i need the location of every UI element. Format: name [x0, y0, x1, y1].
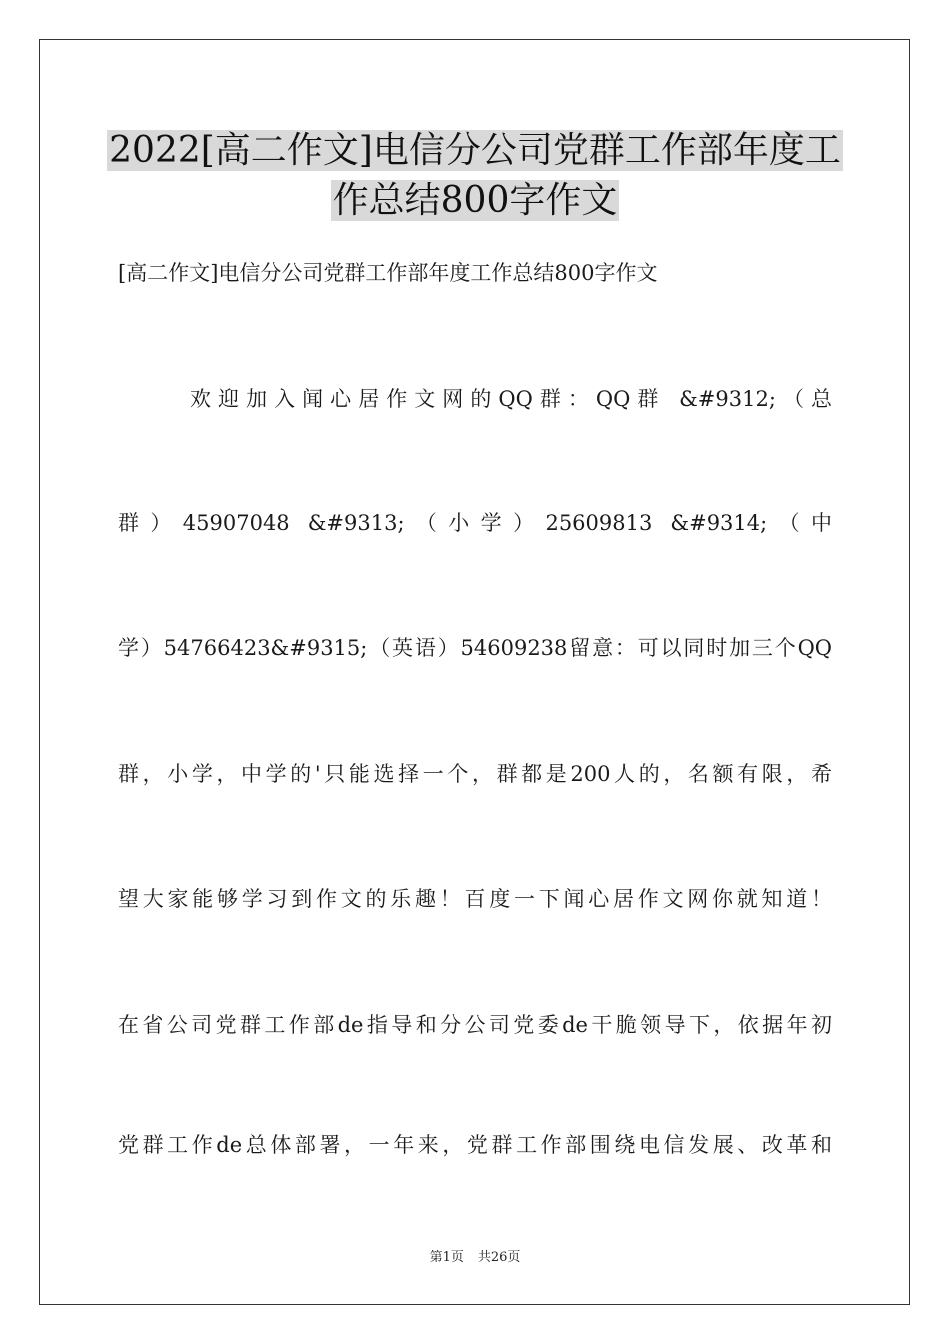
body-line-2: 群）45907048 &#9313;（小学）25609813 &#9314;（中 — [118, 511, 832, 535]
body-line-4: 群，小学，中学的'只能选择一个，群都是200人的，名额有限，希 — [118, 762, 832, 786]
page-total: 共26页 — [477, 1250, 521, 1265]
page-footer — [0, 1246, 950, 1265]
body-line-3: 学）54766423&#9315;（英语）54609238留意：可以同时加三个QQ — [118, 636, 832, 660]
body-line-6: 在省公司党群工作部de指导和分公司党委de干脆领导下，依据年初 — [118, 1013, 832, 1037]
page-number: 第1页 — [429, 1250, 464, 1265]
body-line-7: 党群工作de总体部署，一年来，党群工作部围绕电信发展、改革和 — [118, 1133, 832, 1157]
body-line-1: 欢迎加入闻心居作文网的QQ群：QQ群 &#9312;（总 — [190, 387, 832, 411]
document-title-line-1 — [100, 126, 850, 176]
page-border — [39, 39, 910, 1305]
subtitle-line: [高二作文]电信分公司党群工作部年度工作总结800字作文 — [118, 261, 658, 285]
body-line-5: 望大家能够学习到作文的乐趣！百度一下闻心居作文网你就知道！ — [118, 887, 832, 911]
title-highlight-2: 作总结800字作文 — [332, 180, 618, 221]
title-highlight-1: 2022[高二作文]电信分公司党群工作部年度工 — [109, 130, 841, 171]
document-title-line-2 — [100, 176, 850, 226]
